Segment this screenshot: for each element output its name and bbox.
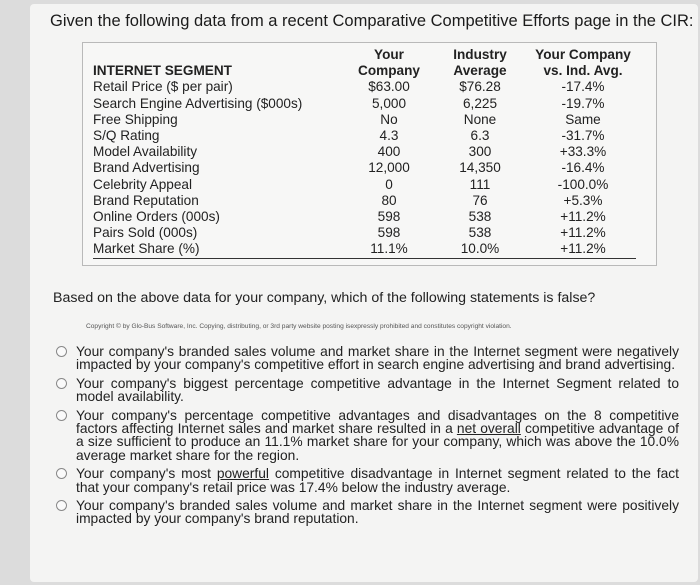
answer-option-2[interactable] (54, 377, 679, 404)
row-label: Retail Price ($ per pair) (93, 79, 233, 95)
table-row (93, 160, 636, 176)
row-vs-value: +5.3% (563, 192, 603, 208)
row-industry-value: None (463, 111, 497, 127)
header-industry-line1: Industry (453, 47, 507, 62)
header-segment: INTERNET SEGMENT (93, 63, 232, 79)
table-row (93, 209, 636, 225)
answer-option-text-pre: Your company's percentage competitive advantages and disadvantages on the 8 competitive factors affecting Internet sales and market share resulted in a (76, 407, 679, 437)
row-vs-value: -19.7% (561, 95, 605, 111)
answer-option-5[interactable] (54, 499, 679, 526)
header-vs-line2: vs. Ind. Avg. (543, 63, 623, 79)
row-your-value: 598 (377, 209, 401, 225)
row-label: Model Availability (93, 144, 198, 160)
table-row (93, 193, 636, 209)
table-row (93, 112, 636, 128)
row-your-value: 5,000 (371, 95, 407, 111)
question-text: Given the following data from a recent Comparative Competitive Efforts page in the CIR: (50, 12, 694, 30)
answer-option-text-post: competitive disadvantage in Internet segment related to the fact that your company's retail price was 17.4% below the industry average. (76, 466, 679, 495)
row-your-value: 400 (377, 144, 401, 160)
table-header-row (93, 47, 636, 79)
answer-option-underlined: powerful (216, 466, 269, 482)
row-your-value: 12,000 (368, 160, 410, 176)
data-table-box (82, 42, 657, 266)
row-your-value: 0 (385, 176, 393, 192)
row-label: Brand Reputation (93, 192, 199, 208)
answer-option-4[interactable] (54, 467, 679, 494)
internet-segment-table (93, 47, 636, 259)
table-row (93, 225, 636, 241)
row-label: Online Orders (000s) (93, 209, 220, 225)
radio-button[interactable] (56, 378, 67, 389)
radio-button[interactable] (56, 468, 67, 479)
row-label: S/Q Rating (93, 128, 160, 144)
row-vs-value: +11.2% (560, 225, 606, 241)
answer-option-3[interactable] (54, 409, 679, 463)
radio-button[interactable] (56, 410, 67, 421)
header-industry-average (430, 47, 530, 79)
row-your-value: 4.3 (379, 128, 399, 144)
table-row (93, 96, 636, 112)
row-vs-value: Same (565, 111, 601, 127)
header-industry-line2: Average (453, 63, 507, 79)
answer-option-1[interactable] (54, 345, 679, 372)
row-vs-value: +11.2% (560, 209, 606, 225)
answer-option-underlined: net overall (456, 421, 521, 437)
row-your-value: $63.00 (368, 79, 410, 95)
answer-option-text: Your company's branded sales volume and market share in the Internet segment were positively impacted by your company's brand reputation. (76, 498, 679, 527)
answer-option-text: Your company's biggest percentage competitive advantage in the Internet Segment related to model availability. (76, 375, 679, 405)
row-label: Brand Advertising (93, 160, 200, 176)
radio-button[interactable] (56, 346, 67, 357)
prompt-text: Based on the above data for your company, which of the following statements is false? (53, 290, 596, 306)
header-vs-line1: Your Company (535, 47, 631, 62)
table-row (93, 241, 636, 258)
answer-option-text-pre: Your company's most (76, 466, 217, 482)
table-row (93, 144, 636, 160)
row-vs-value: -17.4% (561, 79, 605, 95)
answer-option-text-post: competitive advantage of a size sufficient to produce an 11.1% market share for your company, which was above the 10.0% average market share for the region. (76, 421, 680, 463)
row-label: Celebrity Appeal (93, 176, 192, 192)
row-your-value: 598 (377, 225, 401, 241)
row-label: Search Engine Advertising ($000s) (93, 95, 303, 111)
row-industry-value: 538 (468, 209, 492, 225)
row-vs-value: -100.0% (557, 176, 609, 192)
row-vs-value: -31.7% (561, 128, 605, 144)
row-your-value: 11.1% (348, 241, 430, 258)
answer-options (54, 345, 679, 531)
row-your-value: No (380, 111, 398, 127)
table-row (93, 177, 636, 193)
row-industry-value: $76.28 (459, 79, 501, 95)
row-vs-value: +11.2% (530, 241, 636, 258)
row-vs-value: -16.4% (561, 160, 605, 176)
header-your-line2: Company (358, 63, 420, 79)
row-your-value: 80 (381, 192, 397, 208)
copyright-notice: Copyright © by Glo-Bus Software, Inc. Copying, distributing, or 3rd party website posting isexpressly prohibited and constitutes copyright violation. (86, 323, 512, 330)
radio-button[interactable] (56, 500, 67, 511)
header-vs-industry (530, 47, 636, 79)
row-label: Market Share (%) (93, 241, 348, 258)
row-label: Pairs Sold (000s) (93, 225, 198, 241)
row-industry-value: 14,350 (459, 160, 501, 176)
row-industry-value: 6,225 (462, 95, 498, 111)
row-industry-value: 538 (468, 225, 492, 241)
header-your-line1: Your (374, 47, 404, 62)
row-label: Free Shipping (93, 111, 178, 127)
row-vs-value: +33.3% (559, 144, 607, 160)
row-industry-value: 10.0% (430, 241, 530, 258)
header-your-company (348, 47, 430, 79)
row-industry-value: 6.3 (470, 128, 490, 144)
row-industry-value: 111 (469, 176, 491, 192)
row-industry-value: 300 (468, 144, 492, 160)
answer-option-text: Your company's branded sales volume and market share in the Internet segment were negatively impacted by your company's competitive effort in search engine advertising and brand advertising. (76, 344, 679, 373)
row-industry-value: 76 (472, 192, 488, 208)
table-row (93, 79, 636, 95)
table-row (93, 128, 636, 144)
